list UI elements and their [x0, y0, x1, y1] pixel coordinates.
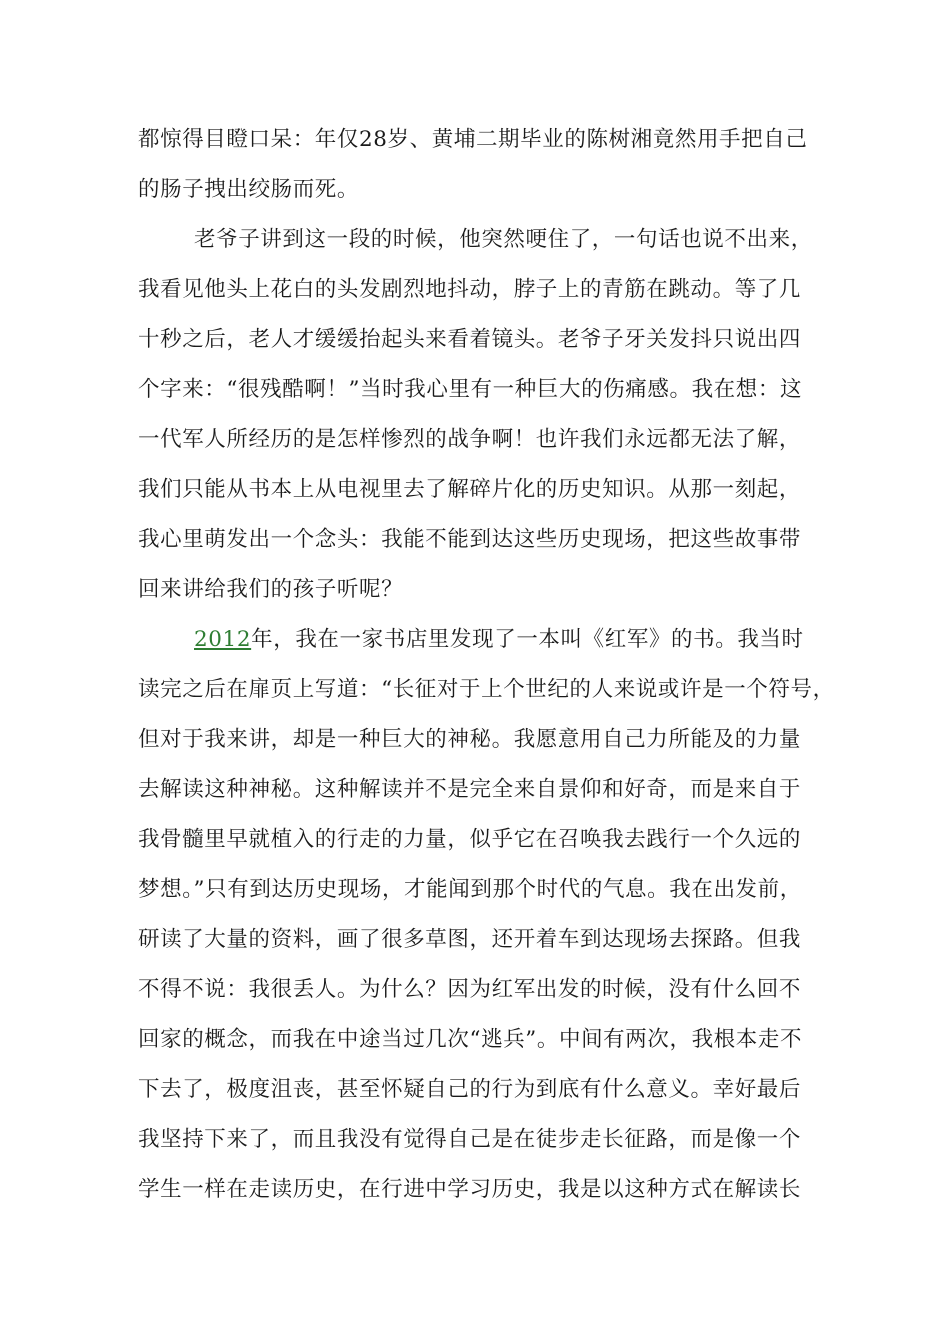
- text-line: 研读了大量的资料，画了很多草图，还开着车到达现场去探路。但我: [138, 927, 802, 952]
- text-line: 回来讲给我们的孩子听呢？: [138, 577, 404, 602]
- text-line: 但对于我来讲，却是一种巨大的神秘。我愿意用自己力所能及的力量: [138, 727, 802, 752]
- text-line: 梦想。”只有到达历史现场，才能闻到那个时代的气息。我在出发前，: [138, 877, 802, 902]
- paragraph-start-text: 年，我在一家书店里发现了一本叫《红军》的书。我当时: [251, 627, 804, 652]
- text-line: 我看见他头上花白的头发剧烈地抖动，脖子上的青筋在跳动。等了几: [138, 277, 802, 302]
- paragraph-start-line: 老爷子讲到这一段的时候，他突然哽住了，一句话也说不出来，: [194, 227, 813, 252]
- text-line: 我骨髓里早就植入的行走的力量，似乎它在召唤我去践行一个久远的: [138, 827, 802, 852]
- text-line: 读完之后在扉页上写道：“长征对于上个世纪的人来说或许是一个符号，: [138, 677, 835, 702]
- text-line: 都惊得目瞪口呆：年仅28岁、黄埔二期毕业的陈树湘竟然用手把自己: [138, 127, 808, 152]
- text-line: 的肠子拽出绞肠而死。: [138, 177, 360, 202]
- text-line: 我心里萌发出一个念头：我能不能到达这些历史现场，把这些故事带: [138, 527, 802, 552]
- text-line: 个字来：“很残酷啊！”当时我心里有一种巨大的伤痛感。我在想：这: [138, 377, 803, 402]
- text-line: 不得不说：我很丢人。为什么？因为红军出发的时候，没有什么回不: [138, 977, 802, 1002]
- paragraph-start-line: [194, 625, 804, 655]
- text-line: 十秒之后，老人才缓缓抬起头来看着镜头。老爷子牙关发抖只说出四: [138, 327, 802, 352]
- text-line: 学生一样在走读历史，在行进中学习历史，我是以这种方式在解读长: [138, 1177, 802, 1202]
- text-line: 回家的概念，而我在中途当过几次“逃兵”。中间有两次，我根本走不: [138, 1027, 803, 1052]
- text-line: 一代军人所经历的是怎样惨烈的战争啊！也许我们永远都无法了解，: [138, 427, 802, 452]
- text-line: 去解读这种神秘。这种解读并不是完全来自景仰和好奇，而是来自于: [138, 777, 802, 802]
- year-link[interactable]: 2012: [194, 627, 252, 652]
- text-line: 我坚持下来了，而且我没有觉得自己是在徒步走长征路，而是像一个: [138, 1127, 802, 1152]
- text-line: 下去了，极度沮丧，甚至怀疑自己的行为到底有什么意义。幸好最后: [138, 1077, 802, 1102]
- text-line: 我们只能从书本上从电视里去了解碎片化的历史知识。从那一刻起，: [138, 477, 802, 502]
